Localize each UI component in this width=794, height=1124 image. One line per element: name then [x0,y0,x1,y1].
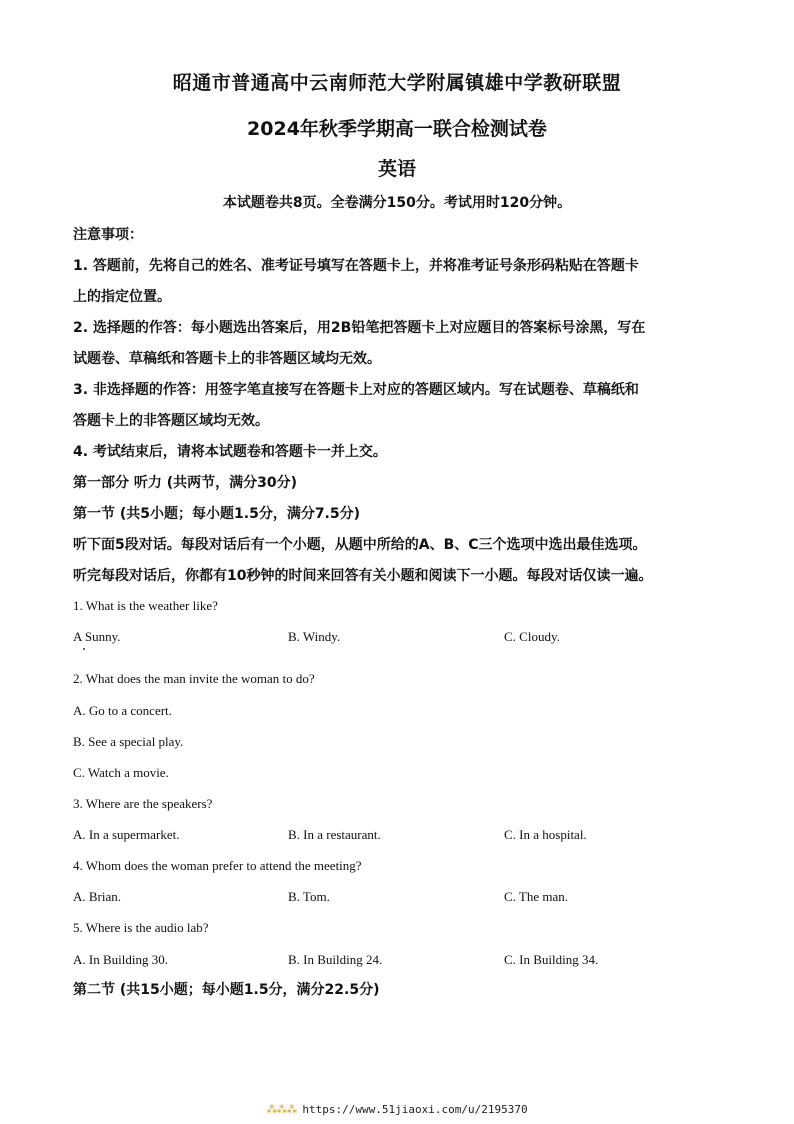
question-2-option-a: A. Go to a concert. [73,703,172,718]
question-4-options [73,889,733,907]
exam-title-school: 昭通市普通高中云南师范大学附属镇雄中学教研联盟 [172,72,622,94]
question-1-options [73,629,733,647]
section1-heading: 第一节 (共5小题；每小题1.5分，满分7.5分) [73,506,361,522]
listening-instructions-line-1: 听下面5段对话。每段对话后有一个小题，从题中所给的A、B、C三个选项中选出最佳选项。 [73,537,647,553]
question-4-option-c: C. The man. [504,889,569,904]
note-3-line-2: 答题卡上的非答题区域均无效。 [73,413,269,429]
exam-title-term: 2024年秋季学期高一联合检测试卷 [247,118,547,140]
note-4: 4. 考试结束后，请将本试题卷和答题卡一并上交。 [73,444,387,460]
question-1-option-a: A Sunny. [73,629,121,644]
note-2-line-1: 2. 选择题的作答：每小题选出答案后，用2B铅笔把答题卡上对应题目的答案标号涂黑，写在 [73,320,646,336]
section2-block [73,975,733,1006]
section2-heading: 第二节 (共15小题；每小题1.5分，满分22.5分) [73,982,380,998]
note-1-line-2: 上的指定位置。 [73,289,171,305]
footer-url[interactable]: https://www.51jiaoxi.com/u/2195370 [302,1103,528,1116]
note-2-line-2: 试题卷、草稿纸和答题卡上的非答题区域均无效。 [73,351,381,367]
question-5-option-a: A. In Building 30. [73,952,168,967]
footer-ornament-icon: ⁂⁂⁂ [266,1103,297,1116]
question-3-stem: 3. Where are the speakers? [73,796,213,811]
notes-block [73,220,733,592]
question-4-option-b: B. Tom. [288,889,330,904]
note-3-line-1: 3. 非选择题的作答：用签字笔直接写在答题卡上对应的答题区域内。写在试题卷、草稿纸和 [73,382,639,398]
question-1-stem: 1. What is the weather like? [73,598,218,613]
part1-heading: 第一部分 听力 (共两节，满分30分) [73,475,298,491]
question-1-option-b: B. Windy. [288,629,341,644]
question-5-option-c: C. In Building 34. [504,952,599,967]
question-4-option-a: A. Brian. [73,889,122,904]
exam-info: 本试题卷共8页。全卷满分150分。考试用时120分钟。 [222,195,572,211]
question-2-option-c: C. Watch a movie. [73,765,169,780]
print-artifact-dot [83,648,85,650]
question-3-option-b: B. In a restaurant. [288,827,381,842]
question-5-options [73,952,733,970]
question-4-stem: 4. Whom does the woman prefer to attend the meeting? [73,858,362,873]
listening-instructions-line-2: 听完每段对话后，你都有10秒钟的时间来回答有关小题和阅读下一小题。每段对话仅读一遍。 [73,568,653,584]
question-2-stem: 2. What does the man invite the woman to do? [73,671,315,686]
question-2-option-b: B. See a special play. [73,734,184,749]
note-1-line-1: 1. 答题前，先将自己的姓名、准考证号填写在答题卡上，并将准考证号条形码粘贴在答题卡 [73,258,639,274]
exam-subject: 英语 [377,158,416,180]
question-5-stem: 5. Where is the audio lab? [73,920,209,935]
notes-heading: 注意事项： [73,227,143,243]
question-5-option-b: B. In Building 24. [288,952,383,967]
question-1-option-c: C. Cloudy. [504,629,560,644]
footer [0,1103,794,1116]
question-3-option-a: A. In a supermarket. [73,827,180,842]
question-3-option-c: C. In a hospital. [504,827,587,842]
question-3-options [73,827,733,845]
